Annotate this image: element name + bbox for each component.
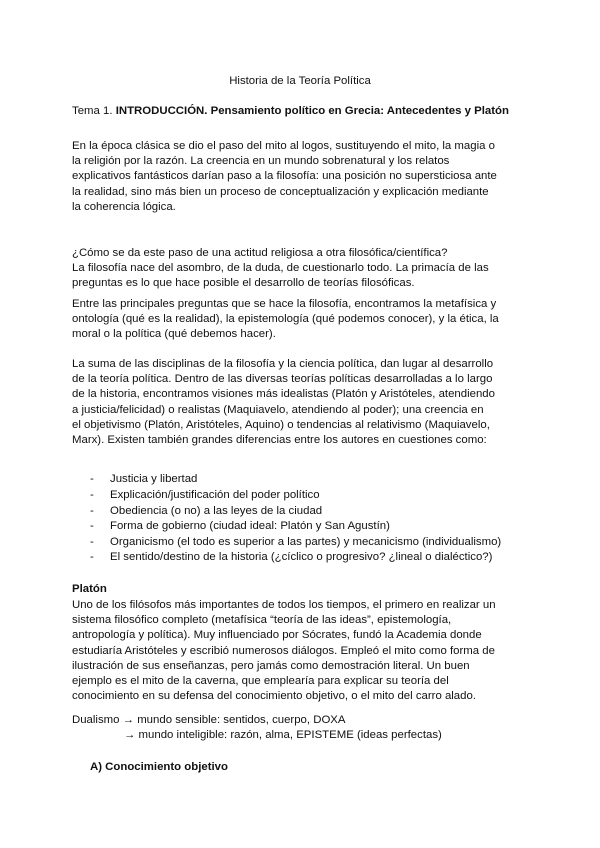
list-item: - Explicación/justificación del poder político <box>90 488 320 503</box>
bullet-marker: - <box>90 489 94 501</box>
paragraph-plato <box>72 598 532 704</box>
text-line: de la historia, encontramos visiones más idealistas (Platón y Aristóteles, atendiendo <box>72 388 495 401</box>
text-line: ejemplo es el mito de la caverna, que emplearía para explicar su teoría del <box>72 675 449 688</box>
topic-title: INTRODUCCIÓN. Pensamiento político en Grecia: Antecedentes y Platón <box>115 105 509 117</box>
text-line: la religión por la razón. La creencia en un mundo sobrenatural y los relatos <box>72 155 450 168</box>
text-line: moral o la política (qué debemos hacer). <box>72 328 276 341</box>
paragraph-philosophy-questions <box>72 297 532 343</box>
section-heading-a: A) Conocimiento objetivo <box>90 761 228 773</box>
text-line: a justicia/felicidad) o realistas (Maquiavelo, atendiendo al poder); una creencia en <box>72 403 484 416</box>
text-line: La filosofía nace del asombro, de la duda, de cuestionarlo todo. La primacía de las <box>72 262 489 275</box>
dualism-line-intelligible: → mundo inteligible: razón, alma, EPISTEME (ideas perfectas) <box>124 729 442 741</box>
section-heading-plato: Platón <box>72 583 107 595</box>
bullet-marker: - <box>90 520 94 532</box>
paragraph-question <box>72 246 532 292</box>
text-line: antropología y política). Muy influenciado por Sócrates, fundó la Academia donde <box>72 629 482 642</box>
document-title: Historia de la Teoría Política <box>229 75 371 87</box>
topic-prefix: Tema 1. <box>72 105 116 117</box>
paragraph-political-theory <box>72 357 532 448</box>
bullet-marker: - <box>90 473 94 485</box>
text-line: Uno de los filósofos más importantes de todos los tiempos, el primero en realizar un <box>72 599 496 611</box>
bullet-marker: - <box>90 536 94 548</box>
list-item: - Justicia y libertad <box>90 472 197 487</box>
bullet-marker: - <box>90 505 94 517</box>
text-line: Marx). Existen también grandes diferencias entre los autores en cuestiones como: <box>72 434 487 447</box>
bullet-marker: - <box>90 551 94 563</box>
paragraph-myth-to-logos <box>72 139 532 215</box>
list-item: - Organicismo (el todo es superior a las partes) y mecanicismo (individualismo) <box>90 535 501 550</box>
text-line: conocimiento en su defensa del conocimiento objetivo, o el mito del carro alado. <box>72 690 476 703</box>
list-item: - Forma de gobierno (ciudad ideal: Platón y San Agustín) <box>90 519 390 534</box>
text-line: preguntas es lo que hace posible el desarrollo de teorías filosóficas. <box>72 277 415 290</box>
list-item: - El sentido/destino de la historia (¿cíclico o progresivo? ¿lineal o dialéctico?) <box>90 550 492 565</box>
dualism-line-sensible: Dualismo → mundo sensible: sentidos, cuerpo, DOXA <box>72 714 346 726</box>
text-line: explicativos fantásticos darían paso a la filosofía: una posición no supersticiosa ante <box>72 170 497 183</box>
text-line: de la teoría política. Dentro de las diversas teorías políticas desarrolladas a lo largo <box>72 373 493 386</box>
text-line: ontología (qué es la realidad), la epistemología (qué podemos conocer), y la ética, la <box>72 313 499 326</box>
list-item: - Obediencia (o no) a las leyes de la ciudad <box>90 504 322 519</box>
text-line: ¿Cómo se da este paso de una actitud religiosa a otra filosófica/científica? <box>72 247 448 259</box>
topic-heading <box>72 104 532 119</box>
text-line: estudiaría Aristóteles y escribió numerosos diálogos. Empleó el mito como forma de <box>72 644 495 657</box>
text-line: la coherencia lógica. <box>72 200 176 213</box>
text-line: En la época clásica se dio el paso del mito al logos, sustituyendo el mito, la magia o <box>72 140 495 152</box>
text-line: la realidad, sino más bien un proceso de conceptualización y explicación mediante <box>72 185 489 198</box>
text-line: Entre las principales preguntas que se hace la filosofía, encontramos la metafísica y <box>72 298 497 310</box>
text-line: el objetivismo (Platón, Aristóteles, Aquino) o tendencias al relativismo (Maquiavelo, <box>72 418 490 431</box>
text-line: sistema filosófico completo (metafísica “teoría de las ideas”, epistemología, <box>72 614 452 627</box>
text-line: ilustración de sus enseñanzas, pero jamás como demostración literal. Un buen <box>72 659 470 672</box>
text-line: La suma de las disciplinas de la filosofía y la ciencia política, dan lugar al desarrollo <box>72 358 494 370</box>
